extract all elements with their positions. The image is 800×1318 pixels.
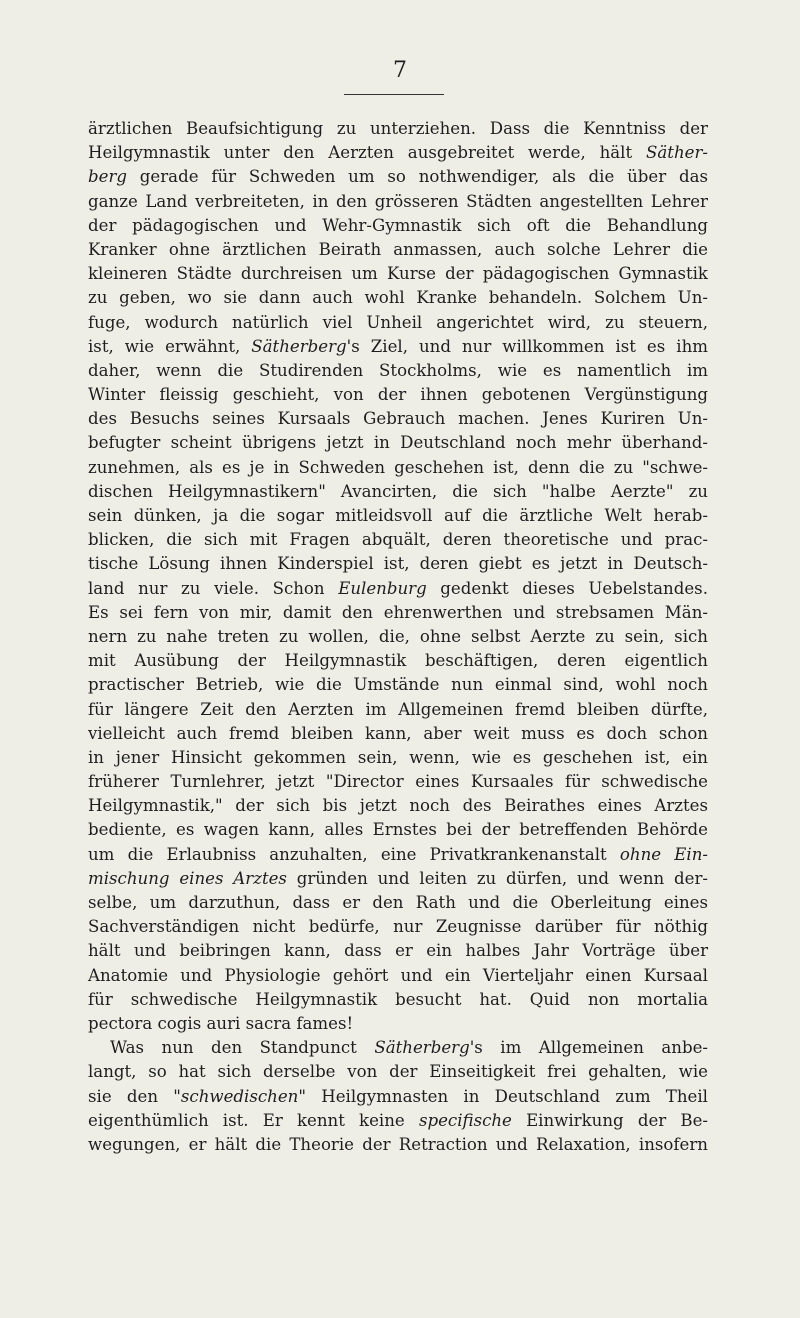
text-run: Heilgymnastik unter den Aerzten ausgebreitet werde, hält [88,143,647,163]
italic-text: "schwedischen" [173,1086,306,1106]
text-run: wegungen, er hält die Theorie der Retraction und Relaxation, insofern [88,1134,708,1154]
italic-text: ohne Ein- [619,844,708,864]
text-line [88,165,708,189]
italic-text: Sätherberg [251,336,347,356]
text-run: des Besuchs seines Kursaals Gebrauch machen. Jenes Kuriren Un- [88,409,708,429]
text-run: pectora cogis auri sacra fames! [88,1013,354,1033]
text-run: dischen Heilgymnastikern" Avancirten, die sich "halbe Aerzte" zu [88,481,708,501]
text-run: Einwirkung der Be- [511,1110,709,1130]
text-run: Sachverständigen nicht bedürfe, nur Zeugnisse darüber für nöthig [88,917,708,937]
text-line [88,311,708,335]
text-run: Heilgymnasten in Deutschland zum Theil [306,1086,708,1106]
text-line [88,1133,708,1157]
text-run: der pädagogischen und Wehr-Gymnastik sich oft die Behandlung [88,215,708,235]
text-run: daher, wenn die Studirenden Stockholms, wie es namentlich im [88,360,708,380]
text-run: Winter fleissig geschieht, von der ihnen gebotenen Vergünstigung [88,385,708,405]
header-rule [344,94,444,95]
text-run: gerade für Schweden um so nothwendiger, als die über das [127,167,708,187]
text-line [88,528,708,552]
text-run: ganze Land verbreiteten, in den grösseren Städten angestellten Lehrer [88,191,708,211]
page-number: 7 [393,58,407,83]
text-run: für schwedische Heilgymnastik besucht hat. Quid non mortalia [88,989,708,1009]
text-line [88,915,708,939]
text-run: befugter scheint übrigens jetzt in Deutschland noch mehr überhand- [88,433,708,453]
text-run: mit Ausübung der Heilgymnastik beschäftigen, deren eigentlich [88,651,708,671]
text-line [88,383,708,407]
text-run: land nur zu viele. Schon [88,578,339,598]
text-line [88,625,708,649]
text-run: Heilgymnastik," der sich bis jetzt noch des Beirathes eines Arztes [88,796,708,816]
text-line [88,964,708,988]
text-line [88,698,708,722]
text-line [88,238,708,262]
italic-text: Eulenburg [338,578,427,598]
text-line [88,577,708,601]
text-line [88,770,708,794]
text-run: zu geben, wo sie dann auch wohl Kranke behandeln. Solchem Un- [88,288,708,308]
text-line [88,988,708,1012]
text-line [88,843,708,867]
text-line [88,1036,708,1060]
text-run: sie den [88,1086,174,1106]
text-run: in jener Hinsicht gekommen sein, wenn, wie es geschehen ist, ein [88,747,708,767]
text-run: tische Lösung ihnen Kinderspiel ist, deren giebt es jetzt in Deutsch- [88,554,708,574]
text-line [88,746,708,770]
text-line [88,190,708,214]
text-line [88,649,708,673]
text-line [88,1012,708,1036]
text-line [88,431,708,455]
text-line [88,141,708,165]
text-run: nern zu nahe treten zu wollen, die, ohne selbst Aerzte zu sein, sich [88,626,708,646]
text-line [88,262,708,286]
italic-text: Sätherberg [374,1038,470,1058]
text-run: 's Ziel, und nur willkommen ist es ihm [346,336,708,356]
text-run: vielleicht auch fremd bleiben kann, aber weit muss es doch schon [88,723,708,743]
text-run: Anatomie und Physiologie gehört und ein Vierteljahr einen Kursaal [88,965,708,985]
text-line [88,552,708,576]
text-run: langt, so hat sich derselbe von der Einseitigkeit frei gehalten, wie [88,1062,708,1082]
text-line [88,286,708,310]
italic-text: Säther- [646,143,708,163]
text-line [88,722,708,746]
text-line [88,504,708,528]
italic-text: mischung eines Arztes [88,868,287,888]
text-run: kleineren Städte durchreisen um Kurse der pädagogischen Gymnastik [88,264,708,284]
text-line [88,867,708,891]
text-run: ist, wie erwähnt, [88,336,252,356]
text-run: selbe, um darzuthun, dass er den Rath und die Oberleitung eines [88,893,708,912]
text-line [88,214,708,238]
text-run: practischer Betrieb, wie die Umstände nun einmal sind, wohl noch [88,675,708,695]
text-run: Was nun den Standpunct [110,1038,375,1058]
text-line [88,794,708,818]
text-line [88,818,708,842]
italic-text: specifische [418,1110,512,1130]
text-line [88,456,708,480]
text-line [88,1060,708,1084]
text-line [88,891,708,915]
text-line [88,359,708,383]
text-run: früherer Turnlehrer, jetzt "Director eines Kursaales für schwedische [88,772,708,792]
text-run: Es sei fern von mir, damit den ehrenwerthen und strebsamen Män- [88,602,708,622]
text-run: gründen und leiten zu dürfen, und wenn der- [286,868,708,888]
text-line [88,407,708,431]
text-run: bediente, es wagen kann, alles Ernstes bei der betreffenden Behörde [88,820,708,840]
text-line [88,673,708,697]
text-line [88,1109,708,1133]
text-run: gedenkt dieses Uebelstandes. [426,578,708,598]
text-run: sein dünken, ja die sogar mitleidsvoll auf die ärztliche Welt herab- [88,506,708,525]
italic-text: berg [88,167,127,187]
text-run: eigenthümlich ist. Er kennt keine [88,1110,419,1130]
text-line [88,117,708,141]
text-line [88,1085,708,1109]
text-line [88,335,708,359]
text-line [88,939,708,963]
text-run: um die Erlaubniss anzuhalten, eine Privatkrankenanstalt [88,844,620,864]
text-run: für längere Zeit den Aerzten im Allgemeinen fremd bleiben dürfte, [88,699,708,719]
text-line [88,480,708,504]
text-run: Kranker ohne ärztlichen Beirath anmassen, auch solche Lehrer die [88,239,708,259]
text-run: blicken, die sich mit Fragen abquält, deren theoretische und prac- [88,530,708,550]
text-run: hält und beibringen kann, dass er ein halbes Jahr Vorträge über [88,941,708,961]
text-run: zunehmen, als es je in Schweden geschehen ist, denn die zu "schwe- [88,457,708,477]
text-run: fuge, wodurch natürlich viel Unheil angerichtet wird, zu steuern, [88,312,708,332]
text-line [88,601,708,625]
text-run: 's im Allgemeinen anbe- [469,1038,709,1058]
body-text [88,117,708,1157]
text-run: ärztlichen Beaufsichtigung zu unterziehen. Dass die Kenntniss der [88,119,708,138]
